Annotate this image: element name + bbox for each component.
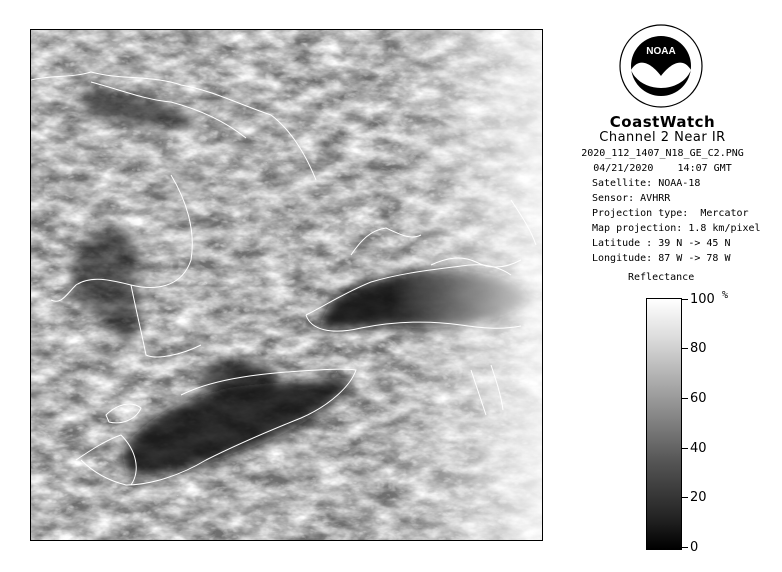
satellite-image	[30, 29, 543, 541]
tick-mark	[682, 398, 688, 399]
tick-mark	[682, 497, 688, 498]
map-projection: Map projection: 1.8 km/pixel	[592, 223, 761, 234]
longitude-range: Longitude: 87 W -> 78 W	[592, 253, 731, 264]
latitude-range: Latitude : 39 N -> 45 N	[592, 238, 731, 249]
tick-mark	[682, 448, 688, 449]
reflectance-colorbar	[646, 298, 682, 550]
sensor-info: Sensor: AVHRR	[592, 193, 671, 204]
tick-label: 60	[690, 391, 707, 406]
noaa-logo	[619, 24, 703, 108]
tick-label: 0	[690, 540, 699, 555]
legend-label: Reflectance	[628, 272, 695, 283]
tick-mark	[682, 299, 688, 300]
logo-text: NOAA	[646, 46, 676, 57]
tick-mark	[682, 547, 688, 548]
filename: 2020_112_1407_N18_GE_C2.PNG	[581, 148, 744, 159]
satellite-info: Satellite: NOAA-18	[592, 178, 701, 189]
tick-label: 100	[690, 292, 715, 307]
tick-mark	[682, 348, 688, 349]
tick-label: 80	[690, 341, 707, 356]
page-title: CoastWatch	[609, 113, 716, 131]
bright-cloud-band	[31, 30, 543, 541]
projection-type: Projection type: Mercator	[592, 208, 749, 219]
datetime: 04/21/2020 14:07 GMT	[593, 163, 732, 174]
channel-subtitle: Channel 2 Near IR	[599, 130, 726, 145]
legend-unit: %	[722, 290, 729, 301]
tick-label: 40	[690, 441, 707, 456]
tick-label: 20	[690, 490, 707, 505]
